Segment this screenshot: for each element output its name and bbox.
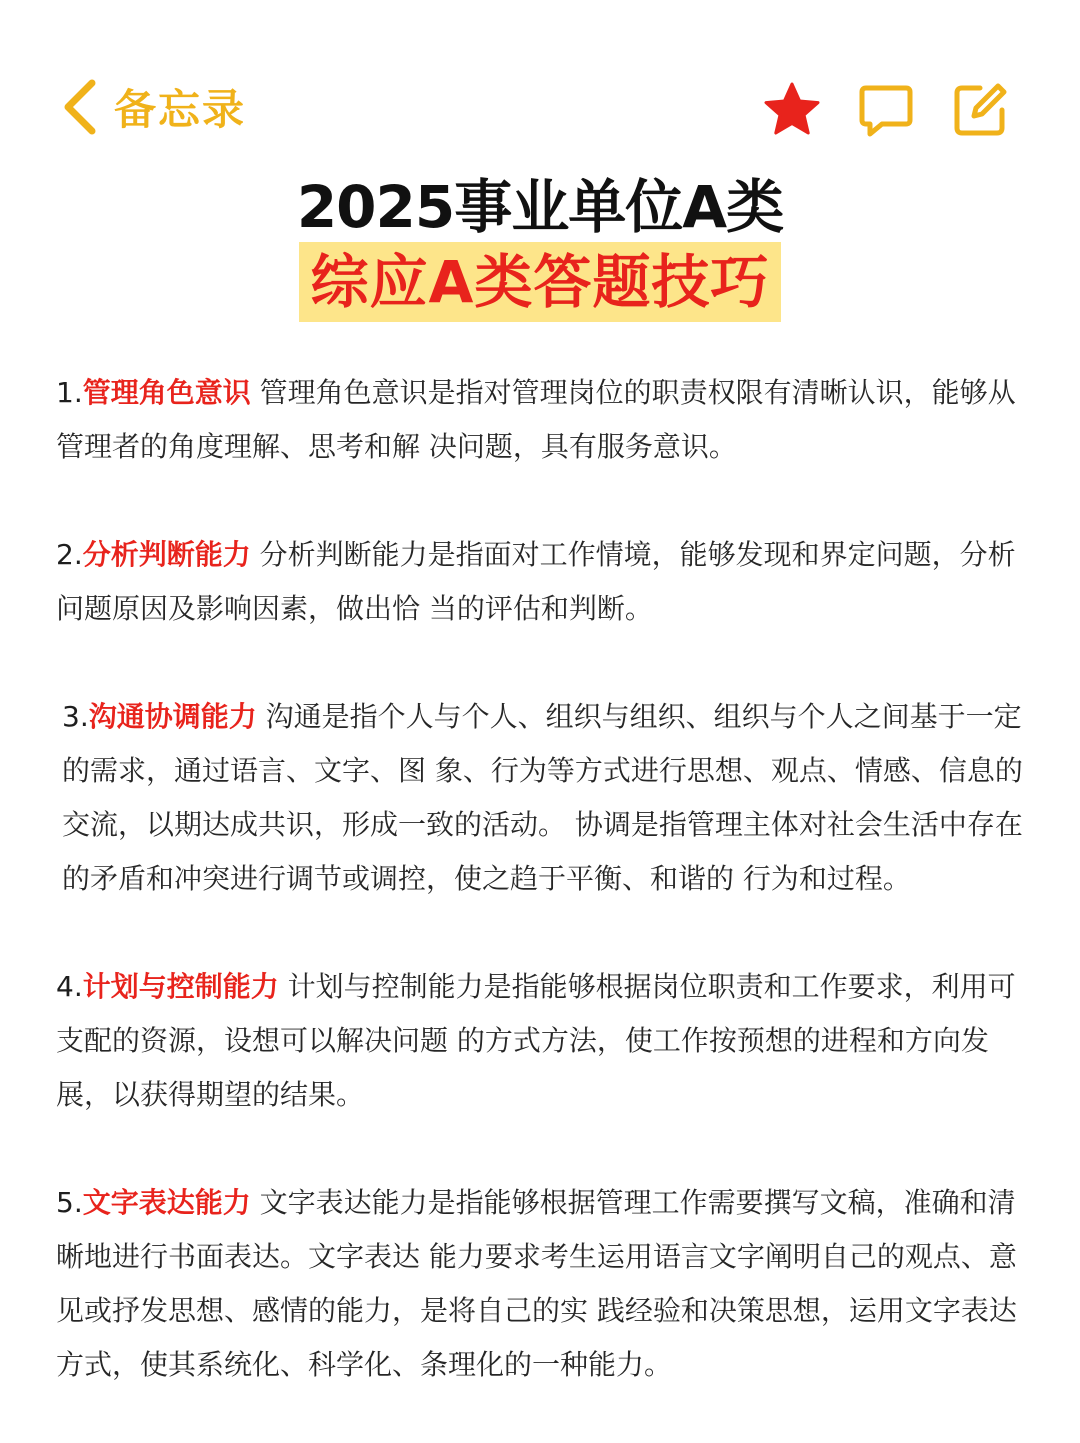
item-text: 管理角色意识是指对管理岗位的职责权限有清晰认识，能够从管理者的角度理解、思考和解 决问题，具有服务意识。: [56, 376, 1016, 463]
comment-icon: [856, 80, 916, 140]
edit-icon: [950, 80, 1010, 140]
nav-bar: [0, 0, 1080, 150]
title-line-2-wrap: [0, 242, 1080, 322]
item-keyword: 沟通协调能力: [88, 700, 257, 733]
chevron-left-icon: [58, 77, 102, 137]
item-text: 沟通是指个人与个人、组织与组织、组织与个人之间基于一定的需求，通过语言、文字、图 象、行为等方式进行思想、观点、情感、信息的交流，以期达成共识，形成一致的活动。 协调是指管理主体对社会生活中存在的矛盾和冲突进行调节或调控，使之趋于平衡、和谐的 行为和过程。: [62, 700, 1023, 895]
item-number: 3.: [62, 700, 89, 733]
title-line-2: 综应A类答题技巧: [299, 242, 782, 322]
star-icon: [762, 80, 822, 140]
item-keyword: 计划与控制能力: [82, 970, 279, 1003]
list-item: [56, 960, 1026, 1122]
item-number: 5.: [56, 1186, 83, 1219]
title-line-1: 2025事业单位A类: [296, 173, 784, 241]
item-keyword: 管理角色意识: [82, 376, 251, 409]
list-item: [56, 366, 1026, 474]
note-content: [56, 366, 1026, 1443]
item-text: 计划与控制能力是指能够根据岗位职责和工作要求，利用可支配的资源，设想可以解决问题 的方式方法，使工作按预想的进程和方向发展，以获得期望的结果。: [56, 970, 1016, 1111]
list-item: [56, 528, 1026, 636]
item-number: 2.: [56, 538, 83, 571]
comment-button[interactable]: [854, 78, 918, 142]
nav-actions: [760, 78, 1042, 142]
favorite-button[interactable]: [760, 78, 824, 142]
item-number: 1.: [56, 376, 83, 409]
back-label: 备忘录: [114, 85, 247, 134]
list-item: [56, 690, 1026, 906]
item-number: 4.: [56, 970, 83, 1003]
list-item: [56, 1176, 1026, 1392]
item-text: 文字表达能力是指能够根据管理工作需要撰写文稿，准确和清晰地进行书面表达。文字表达 能力要求考生运用语言文字阐明自己的观点、意见或抒发思想、感情的能力，是将自己的实 践经验和决策思想，运用文字表达方式，使其系统化、科学化、条理化的一种能力。: [56, 1186, 1017, 1381]
item-keyword: 分析判断能力: [82, 538, 251, 571]
edit-button[interactable]: [948, 78, 1012, 142]
back-button[interactable]: [58, 72, 246, 142]
item-keyword: 文字表达能力: [82, 1186, 251, 1219]
item-text: 分析判断能力是指面对工作情境，能够发现和界定问题，分析问题原因及影响因素，做出恰 当的评估和判断。: [56, 538, 1016, 625]
